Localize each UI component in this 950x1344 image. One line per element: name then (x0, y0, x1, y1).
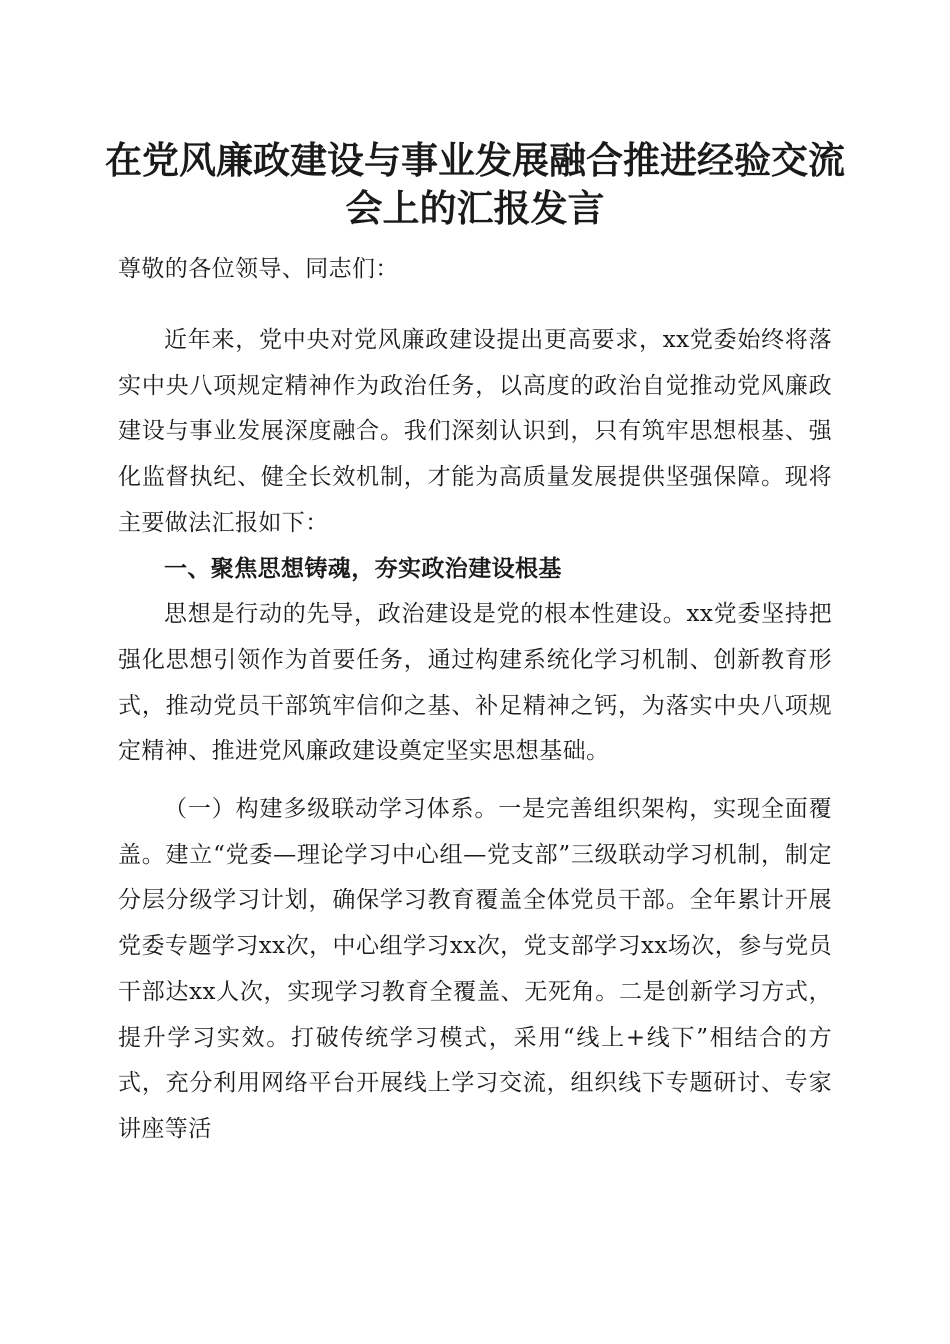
document-body (118, 318, 832, 1153)
salutation: 尊敬的各位领导、同志们： (118, 256, 399, 282)
document-title-line-1: 在党风廉政建设与事业发展融合推进经验交流 (105, 138, 845, 182)
document-title-line-2: 会上的汇报发言 (345, 186, 605, 230)
intro-paragraph: 近年来，党中央对党风廉政建设提出更高要求，xx党委始终将落实中央八项规定精神作为政治任务，以高度的政治自觉推动党风廉政建设与事业发展深度融合。我们深刻认识到，只有筑牢思想根基、强化监督执纪、健全长效机制，才能为高质量发展提供坚强保障。现将主要做法汇报如下： (118, 327, 832, 536)
section-1-paragraph: 思想是行动的先导，政治建设是党的根本性建设。xx党委坚持把强化思想引领作为首要任务，通过构建系统化学习机制、创新教育形式，推动党员干部筑牢信仰之基、补足精神之钙，为落实中央八项规定精神、推进党风廉政建设奠定坚实思想基础。 (118, 601, 832, 765)
subsection-1-paragraph: （一）构建多级联动学习体系。一是完善组织架构，实现全面覆盖。建立“党委—理论学习中心组—党支部”三级联动学习机制，制定分层分级学习计划，确保学习教育覆盖全体党员干部。全年累计开展党委专题学习xx次，中心组学习xx次，党支部学习xx场次，参与党员干部达xx人次，实现学习教育全覆盖、无死角。二是创新学习方式，提升学习实效。打破传统学习模式，采用“线上+线下”相结合的方式，充分利用网络平台开展线上学习交流，组织线下专题研讨、专家讲座等活 (118, 796, 832, 1142)
section-1-heading: 一、聚焦思想铸魂，夯实政治建设根基 (164, 555, 562, 582)
